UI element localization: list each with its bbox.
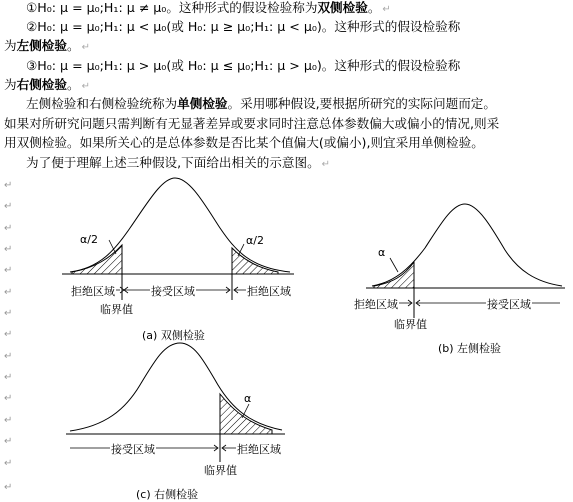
svg-text:↵: ↵	[4, 436, 13, 447]
svg-text:↵: ↵	[4, 372, 13, 383]
svg-text:↵: ↵	[4, 265, 13, 276]
term-right-sided: 右侧检验	[16, 77, 67, 92]
margin-marks	[4, 180, 12, 493]
fig-b-critical: 临界值	[394, 318, 427, 331]
svg-text:↵: ↵	[4, 393, 13, 404]
fig-a-right-tail	[232, 248, 278, 274]
svg-text:↵: ↵	[4, 223, 13, 234]
svg-text:↵: ↵	[4, 244, 13, 255]
term-left-sided: 左侧检验	[16, 38, 67, 53]
fig-a-reject-right: 拒绝区域	[247, 285, 291, 298]
fig-c-reject: 拒绝区域	[237, 443, 281, 456]
fig-b-reject: 拒绝区域	[354, 298, 398, 311]
svg-text:↵: ↵	[4, 458, 13, 469]
svg-text:↵: ↵	[4, 287, 13, 298]
line-left-sided-1: ②H₀: μ = μ₀;H₁: μ < μ₀(或 H₀: μ ≥ μ₀;H₁: μ < μ₀)。这种形式的假设检验称	[26, 19, 461, 34]
fig-b-alpha: α	[378, 246, 386, 259]
line-one-sided: 左侧检验和右侧检验统称为单侧检验。采用哪种假设,要根据所研究的实际问题而定。	[26, 96, 496, 111]
line-explain-1: 如果对所研究问题只需判断有无显著差异或要求同时注意总体参数偏大或偏小的情况,则采	[4, 116, 500, 131]
fig-a-caption: (a) 双侧检验	[142, 329, 205, 342]
line-text: ①H₀: μ = μ₀;H₁: μ ≠ μ₀。这种形式的假设检验称为	[26, 0, 318, 15]
fig-c-alpha: α	[244, 392, 252, 405]
fig-a-curve	[70, 178, 290, 272]
term-two-sided: 双侧检验	[317, 0, 368, 15]
line-right-sided-1: ③H₀: μ = μ₀;H₁: μ > μ₀(或 H₀: μ ≤ μ₀;H₁: μ > μ₀)。这种形式的假设检验称	[26, 58, 461, 73]
svg-text:↵: ↵	[4, 329, 13, 340]
line-intro-figures: 为了便于理解上述三种假设,下面给出相关的示意图。 ↵	[26, 155, 331, 170]
line-explain-2: 用双侧检验。如果所关心的是总体参数是否比某个值偏大(或偏小),则宜采用单侧检验。	[4, 135, 484, 150]
fig-b-accept: 接受区域	[487, 298, 531, 311]
svg-text:↵: ↵	[4, 351, 13, 362]
line-left-sided-2: 为左侧检验。 ↵	[4, 38, 90, 53]
fig-c-accept: 接受区域	[111, 443, 155, 456]
fig-a-reject-left: 拒绝区域	[71, 285, 115, 298]
fig-b-caption: (b) 左侧检验	[438, 342, 502, 355]
term-one-sided: 单侧检验	[177, 96, 228, 111]
fig-a-alpha-right: α/2	[246, 234, 264, 247]
fig-a-accept: 接受区域	[151, 285, 195, 298]
fig-a-critical: 临界值	[100, 303, 133, 316]
svg-text:↵: ↵	[4, 308, 13, 319]
fig-c-critical: 临界值	[204, 464, 237, 477]
fig-c-curve	[70, 343, 282, 431]
fig-c-caption: (c) 右侧检验	[136, 488, 199, 501]
svg-text:↵: ↵	[4, 415, 13, 426]
svg-text:↵: ↵	[4, 482, 13, 493]
line-two-sided: ①H₀: μ = μ₀;H₁: μ ≠ μ₀。这种形式的假设检验称为双侧检验。 ↵	[26, 0, 391, 15]
fig-a-alpha-left: α/2	[80, 233, 98, 246]
line-right-sided-2: 为右侧检验。 ↵	[4, 77, 90, 92]
paragraph-mark: ↵	[382, 4, 391, 15]
fig-b-curve	[372, 204, 562, 286]
svg-text:↵: ↵	[4, 201, 13, 212]
svg-text:↵: ↵	[4, 180, 13, 191]
